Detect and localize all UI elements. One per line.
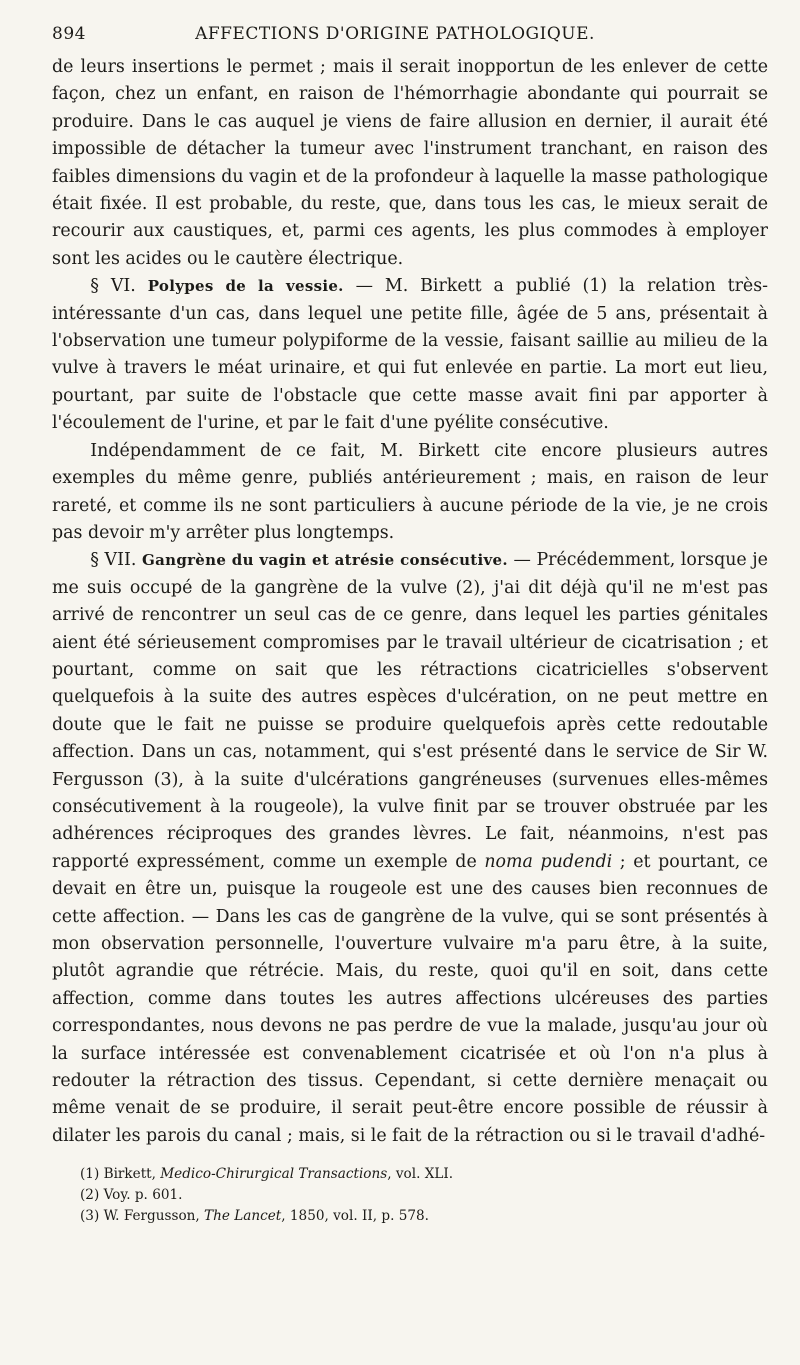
section-text: — Précédemment, lorsque je me suis occupé de la gangrène de la vulve (2), j'ai dit déjà qu'il ne m'est pas arrivé de rencontrer un seul cas de ce genre, dans lequel les parties génitales aient été sérieusement compromises par le travail ultérieur de cicatrisation ; et pourtant, comme on sait que les rétractions cicatricielles s'observent quelquefois à la suite des autres espèces d'ulcération, on ne peut mettre en doute que le fait ne puisse se produire quelquefois après cette redoutable affection. Dans un cas, notamment, qui s'est présenté dans le service de Sir W. Fergusson (3), à la suite d'ulcérations gangréneuses (survenues elles-mêmes consécutivement à la rougeole), la vulve finit par se trouver obstruée par les adhérences réciproques des grandes lèvres. Le fait, néanmoins, n'est pas rapporté expressément, comme un exemple de (52, 550, 768, 872)
section-heading: Gangrène du vagin et atrésie consécutive. (141, 551, 508, 570)
footnote-2: (2) Voy. p. 601. (80, 1187, 183, 1204)
book-page (52, 24, 768, 1227)
section-heading: Polypes de la vessie. (147, 277, 344, 296)
footnote-3: (3) W. Fergusson, The Lancet, 1850, vol. II, p. 578. (80, 1208, 429, 1225)
section-number: § VI. (90, 276, 136, 297)
section-number: § VII. (90, 550, 137, 571)
section-text: — M. Birkett a publié (1) la relation très-intéressante d'un cas, dans lequel une petite fille, âgée de 5 ans, présentait à l'observation une tumeur polypiforme de la vessie, faisant saillie au milieu de la vulve à travers le méat urinaire, et qui fut enlevée en partie. La mort eut lieu, pourtant, par suite de l'obstacle que cette masse avait fini par apporter à l'écoulement de l'urine, et par le fait d'une pyélite consécutive. (52, 276, 768, 434)
running-header (52, 24, 768, 54)
paragraph-birkett: Indépendamment de ce fait, M. Birkett cite encore plusieurs autres exemples du même genre, publiés antérieurement ; mais, en raison de leur rareté, et comme ils ne sont particuliers à aucune période de la vie, je ne crois pas devoir m'y arrêter plus longtemps. (52, 440, 768, 543)
running-title: AFFECTIONS D'ORIGINE PATHOLOGIQUE. (195, 24, 595, 44)
section-polypes-vessie (52, 273, 768, 437)
section-gangrene-vagin (52, 547, 768, 1150)
paragraph-continuation: de leurs insertions le permet ; mais il serait inopportun de les enlever de cette façon, chez un enfant, en raison de l'hémorrhagie abondante qui pourrait se produire. Dans le cas auquel je viens de faire allusion en dernier, il aurait été impossible de détacher la tumeur avec l'instrument tranchant, en raison des faibles dimensions du vagin et de la profondeur à laquelle la masse pathologique était fixée. Il est probable, du reste, que, dans tous les cas, le mieux serait de recourir aux caustiques, et, parmi ces agents, les plus commodes à employer sont les acides ou le cautère électrique. (52, 57, 768, 269)
italic-term: noma pudendi (484, 851, 613, 872)
footnote-1: (1) Birkett, Medico-Chirurgical Transactions, vol. XLI. (80, 1166, 454, 1183)
body-text (52, 54, 768, 1150)
section-text-continued: ; et pourtant, ce devait en être un, puisque la rougeole est une des causes bien reconnues de cette affection. — Dans les cas de gangrène de la vulve, qui se sont présentés à mon observation personnelle, l'ouverture vulvaire m'a paru être, à la suite, plutôt agrandie que rétrécie. Mais, du reste, quoi qu'il en soit, dans cette affection, comme dans toutes les autres affections ulcéreuses des parties correspondantes, nous devons ne pas perdre de vue la malade, jusqu'au jour où la surface intéressée est convenablement cicatrisée et où l'on n'a plus à redouter la rétraction des tissus. Cependant, si cette dernière menaçait ou même venait de se produire, il serait peut-être encore possible de réussir à dilater les parois du canal ; mais, si le fait de la rétraction ou si le travail d'adhé- (52, 851, 768, 1146)
footnotes (52, 1164, 768, 1227)
page-number: 894 (52, 24, 86, 44)
